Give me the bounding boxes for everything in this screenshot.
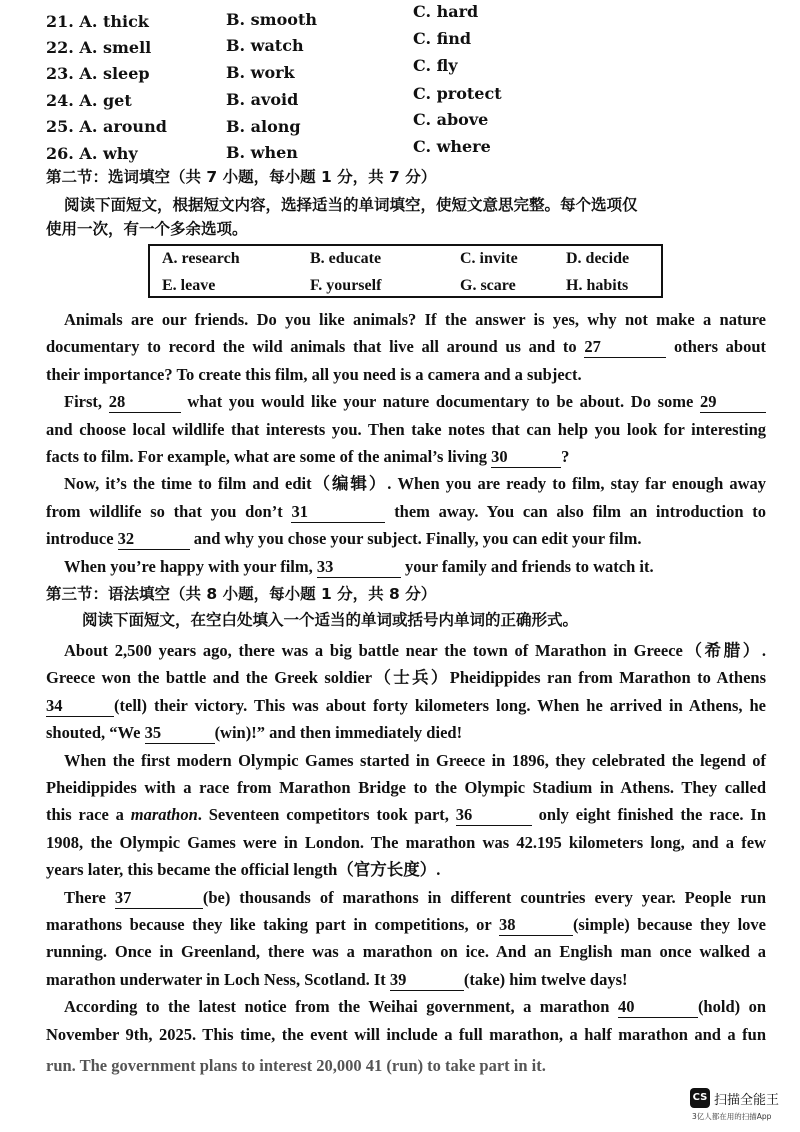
passage-text: introduce <box>46 529 114 549</box>
word-bank-option: C. invite <box>460 250 518 267</box>
passage-text: and why you chose your subject. Finally, you can edit your film. <box>193 529 642 549</box>
word-bank-option: A. research <box>162 250 240 267</box>
word-bank-option: F. yourself <box>310 277 382 294</box>
blank-34[interactable]: 34 <box>46 696 114 717</box>
passage-line: their importance? To create this film, all you need is a camera and a subject. <box>46 364 582 384</box>
passage-text: (win)!” and then immediately died! <box>214 723 463 743</box>
passage-line <box>46 966 766 993</box>
passage-line <box>46 498 766 525</box>
passage-line: Now, it’s the time to film and edit（编辑）. When you are ready to film, stay far enough away <box>64 474 766 494</box>
passage-line: When the first modern Olympic Games started in Greece in 1896, they celebrated the legend of <box>64 750 766 770</box>
word-bank-option: B. educate <box>310 250 382 267</box>
blank-35[interactable]: 35 <box>145 723 215 744</box>
passage-text: (be) thousands of marathons in different countries every year. People run <box>202 887 767 907</box>
passage-text: marathons because they like taking part in competitions, or <box>46 915 492 935</box>
option-a: 21. A. thick <box>46 12 149 31</box>
word-bank-option: D. decide <box>566 250 630 267</box>
instruction-line: 阅读下面短文，在空白处填入一个适当的单词或括号内单词的正确形式。 <box>82 611 579 629</box>
scanner-watermark <box>690 1088 790 1128</box>
blank-32[interactable]: 32 <box>118 529 190 550</box>
instruction-line: 使用一次，有一个多余选项。 <box>46 220 248 238</box>
passage-line: About 2,500 years ago, there was a big battle near the town of Marathon in Greece（希腊）. <box>64 641 766 660</box>
option-b: B. along <box>226 117 301 136</box>
passage-line <box>46 443 766 470</box>
passage-text: (hold) on <box>697 997 767 1017</box>
passage-text: documentary to record the wild animals that live all around us and to <box>46 337 577 357</box>
passage-line: Greece won the battle and the Greek soldier（士兵）Pheidippides ran from Marathon to Athens <box>46 668 766 688</box>
section-2-heading: 第二节：选词填空（共 7 小题，每小题 1 分，共 7 分） <box>46 168 437 186</box>
passage-text: ? <box>561 447 570 467</box>
passage-line <box>46 911 766 938</box>
passage-line <box>46 553 766 580</box>
passage-text: There <box>64 887 106 907</box>
passage-text: shouted, “We <box>46 723 141 743</box>
option-b: B. when <box>226 143 298 162</box>
passage-text: others about <box>674 337 767 357</box>
passage-1 <box>46 306 766 580</box>
passage-line <box>46 993 766 1020</box>
passage-text: (tell) their victory. This was about forty kilometers long. When he arrived in Athens, he <box>114 695 766 715</box>
passage-line: November 9th, 2025. This time, the event will include a full marathon, a half marathon and a fun <box>46 1024 766 1044</box>
passage-line: running. Once in Greenland, there was a marathon on ice. And an English man once walked a <box>46 942 766 962</box>
blank-36[interactable]: 36 <box>456 805 532 826</box>
blank-39[interactable]: 39 <box>390 970 464 991</box>
passage-line <box>46 525 766 552</box>
option-a: 23. A. sleep <box>46 64 150 83</box>
passage-line <box>46 884 766 911</box>
section-3-instructions <box>46 607 766 634</box>
word-bank-option: E. leave <box>162 277 216 294</box>
passage-line: 1908, the Olympic Games were in London. The marathon was 42.195 kilometers long, and a few <box>46 832 766 852</box>
passage-line <box>46 333 766 360</box>
passage-text: When you’re happy with your film, <box>64 556 313 576</box>
blank-33[interactable]: 33 <box>317 557 401 578</box>
option-b: B. smooth <box>226 10 317 29</box>
cut-off-line: run. The government plans to interest 20,000 41 (run) to take part in it. <box>46 1056 546 1075</box>
passage-text: your family and friends to watch it. <box>405 556 654 576</box>
blank-27[interactable]: 27 <box>584 337 666 358</box>
camscanner-logo-icon: CS <box>690 1088 710 1108</box>
option-c: C. protect <box>413 84 502 103</box>
passage-line: Animals are our friends. Do you like animals? If the answer is yes, why not make a nature <box>64 310 766 329</box>
option-a: 22. A. smell <box>46 38 152 57</box>
watermark-name: 扫描全能王 <box>714 1093 780 1108</box>
option-c: C. hard <box>413 2 479 21</box>
blank-28[interactable]: 28 <box>109 392 181 413</box>
passage-line <box>46 719 766 746</box>
word-bank-option: G. scare <box>460 277 516 294</box>
watermark-tagline: 3亿人都在用的扫描App <box>692 1112 772 1121</box>
italic-term: marathon <box>130 805 198 825</box>
section-2-instructions <box>46 192 766 243</box>
passage-text: . Seventeen competitors took part, <box>197 805 449 825</box>
passage-line <box>46 388 766 415</box>
passage-text: (simple) because they love <box>572 915 766 935</box>
passage-text: only eight finished the race. In <box>538 805 767 825</box>
option-a: 26. A. why <box>46 144 138 163</box>
option-a: 25. A. around <box>46 117 167 136</box>
option-b: B. work <box>226 63 295 82</box>
instruction-line: 阅读下面短文，根据短文内容，选择适当的单词填空，使短文意思完整。每个选项仅 <box>64 196 638 214</box>
passage-text: what you would like your nature documentary to be about. Do some <box>187 392 694 412</box>
blank-30[interactable]: 30 <box>491 447 561 468</box>
word-bank-option: H. habits <box>566 277 629 294</box>
section-3-heading: 第三节：语法填空（共 8 小题，每小题 1 分，共 8 分） <box>46 585 437 603</box>
passage-text: According to the latest notice from the Weihai government, a marathon <box>64 997 610 1017</box>
passage-text: (take) him twelve days! <box>463 969 628 989</box>
passage-text: First, <box>64 392 103 412</box>
passage-text: from wildlife so that you don’t <box>46 501 283 521</box>
passage-line <box>46 692 766 719</box>
passage-line: and choose local wildlife that interests you. Then take notes that can help you look for interesting <box>46 419 766 439</box>
option-c: C. fly <box>413 56 458 75</box>
option-a: 24. A. get <box>46 91 132 110</box>
word-bank-box <box>148 244 663 298</box>
blank-38[interactable]: 38 <box>499 915 573 936</box>
blank-37[interactable]: 37 <box>115 888 203 909</box>
option-c: C. find <box>413 29 472 48</box>
passage-line <box>46 801 766 828</box>
blank-29[interactable]: 29 <box>700 392 766 413</box>
passage-text: them away. You can also film an introduction to <box>394 501 767 521</box>
passage-line: Pheidippides with a race from Marathon Bridge to the Olympic Stadium in Athens. They called <box>46 778 766 798</box>
passage-text: this race a <box>46 805 124 825</box>
blank-40[interactable]: 40 <box>618 997 698 1018</box>
option-c: C. where <box>413 137 491 156</box>
passage-text: marathon underwater in Loch Ness, Scotland. It <box>46 969 386 989</box>
blank-31[interactable]: 31 <box>291 502 385 523</box>
passage-2 <box>46 637 766 1048</box>
passage-text: facts to film. For example, what are some of the animal’s living <box>46 447 488 467</box>
option-b: B. watch <box>226 36 304 55</box>
option-b: B. avoid <box>226 90 299 109</box>
option-c: C. above <box>413 110 489 129</box>
passage-line: years later, this became the official length（官方长度）. <box>46 860 441 880</box>
